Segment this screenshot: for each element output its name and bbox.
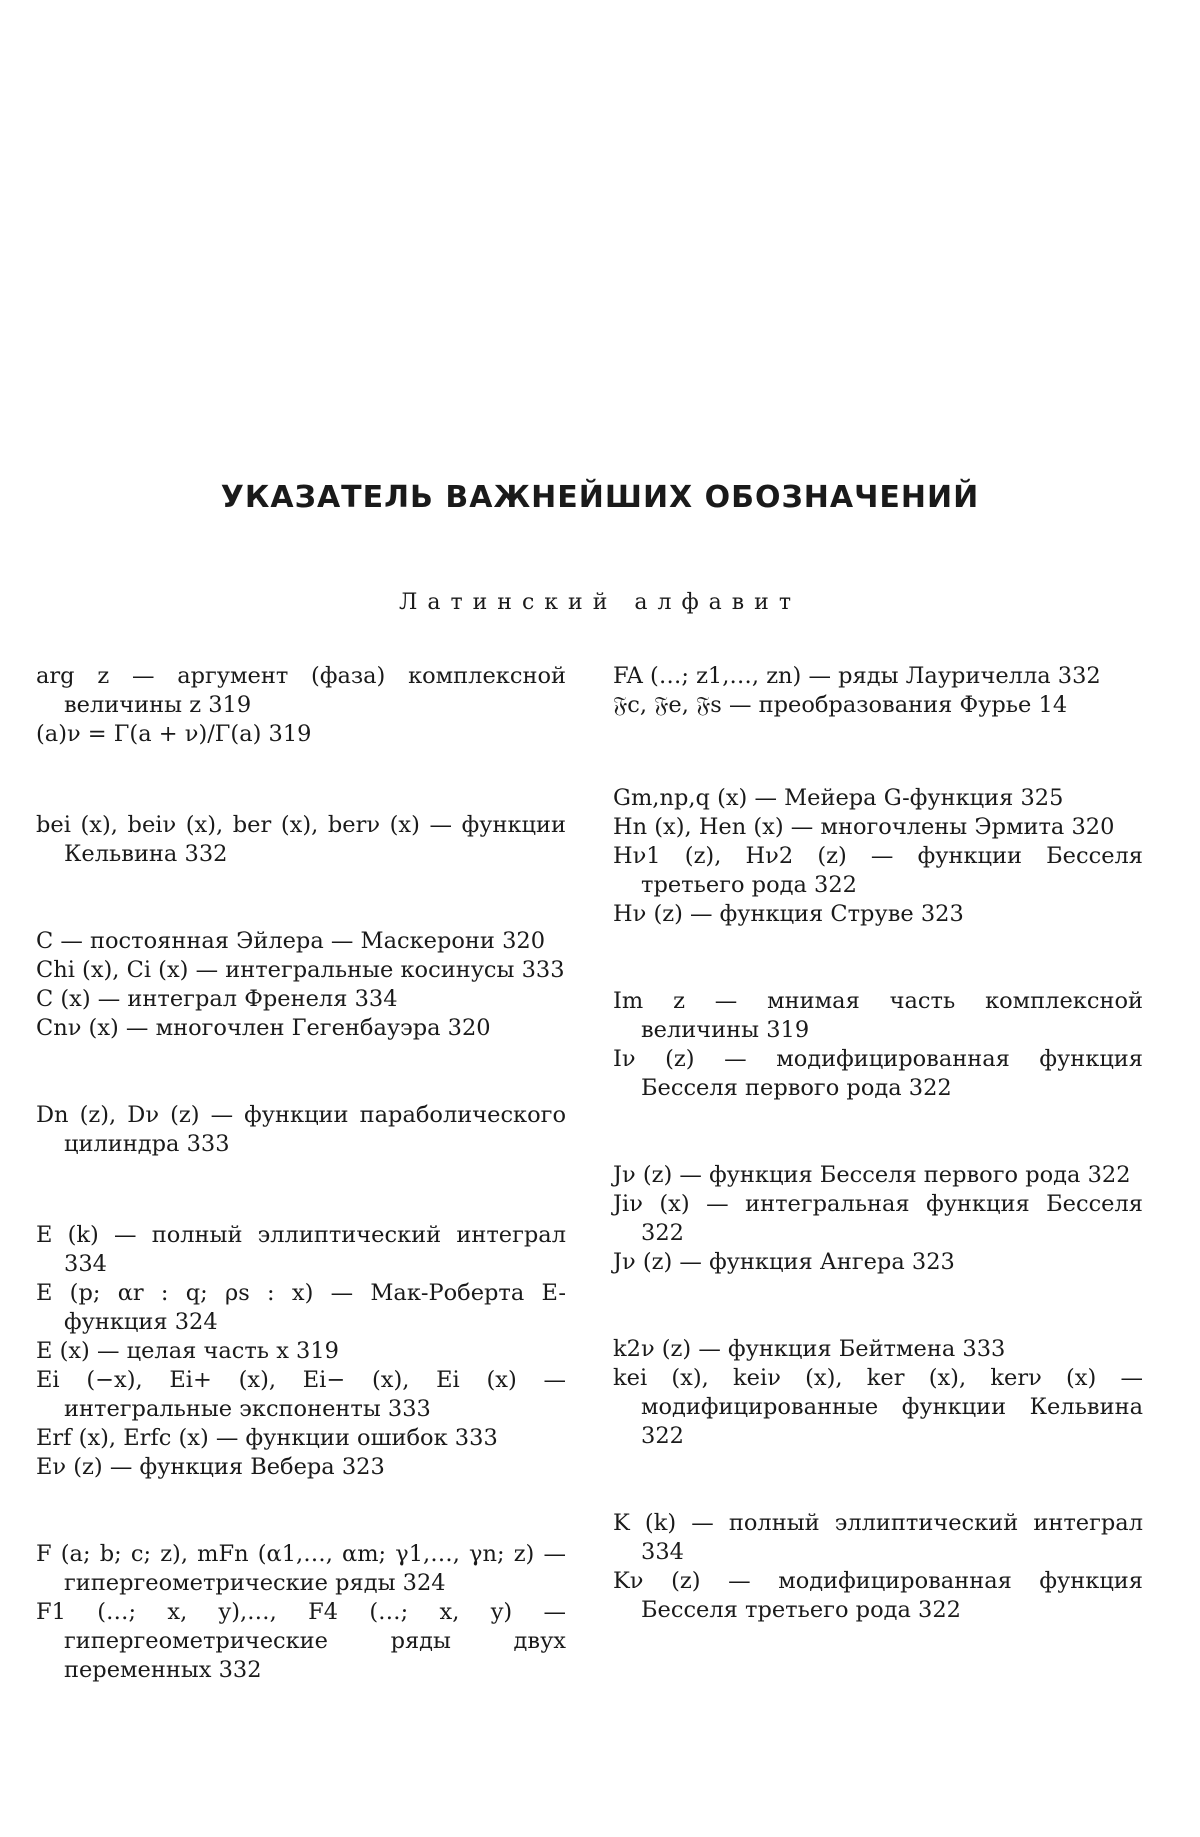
index-entry: 𝔉c, 𝔉e, 𝔉s — преобразования Фурье 14 (613, 692, 1068, 718)
entry-group (613, 1509, 1143, 1625)
index-entry: Gm,np,q (x) — Мейера G-функция 325 (613, 785, 1064, 811)
index-entry: Hn (x), Hen (x) — многочлены Эрмита 320 (613, 814, 1115, 840)
entry-group (36, 1221, 566, 1482)
index-entry: Erf (x), Erfc (x) — функции ошибок 333 (36, 1425, 498, 1451)
index-entry: Hν1 (z), Hν2 (z) — функции Бесселя третьего рода 322 (613, 843, 1143, 898)
index-entry: Jν (z) — функция Бесселя первого рода 322 (613, 1162, 1131, 1188)
index-entry: E (k) — полный эллиптический интеграл 334 (36, 1222, 566, 1277)
index-entry: C (x) — интеграл Френеля 334 (36, 986, 398, 1012)
index-entry: Ei (−x), Ei+ (x), Ei− (x), Ei (x) — интегральные экспоненты 333 (36, 1367, 566, 1422)
entry-group (36, 811, 566, 869)
section-heading: Латинский алфавит (398, 590, 801, 615)
index-entry: C — постоянная Эйлера — Маскерони 320 (36, 928, 546, 954)
index-entry: Eν (z) — функция Вебера 323 (36, 1454, 385, 1480)
index-entry: Hν (z) — функция Струве 323 (613, 901, 964, 927)
index-entry: K (k) — полный эллиптический интеграл 334 (613, 1510, 1143, 1565)
entry-group (613, 1161, 1143, 1277)
entry-group (613, 1335, 1143, 1451)
index-entry: F (a; b; c; z), mFn (α1,…, αm; γ1,…, γn; z) — гипергеометрические ряды 324 (36, 1541, 566, 1596)
entry-group (36, 1540, 566, 1685)
index-entry: Dn (z), Dν (z) — функции параболического цилиндра 333 (36, 1102, 566, 1157)
index-entry: E (p; αr : q; ρs : x) — Мак-Роберта E-функция 324 (36, 1280, 566, 1335)
left-column (36, 662, 566, 1685)
index-entry: Jiν (x) — интегральная функция Бесселя 322 (613, 1191, 1143, 1246)
index-entry: k2ν (z) — функция Бейтмена 333 (613, 1336, 1006, 1362)
right-column (613, 662, 1143, 1625)
index-entry: kei (x), keiν (x), ker (x), kerν (x) — модифицированные функции Кельвина 322 (613, 1365, 1143, 1449)
index-entry: Kν (z) — модифицированная функция Бесселя третьего рода 322 (613, 1568, 1143, 1623)
index-entry: Im z — мнимая часть комплексной величины 319 (613, 988, 1143, 1043)
index-entry: (a)ν = Γ(a + ν)/Γ(a) 319 (36, 721, 312, 747)
page-title: УКАЗАТЕЛЬ ВАЖНЕЙШИХ ОБОЗНАЧЕНИЙ (220, 480, 980, 515)
entry-group (613, 662, 1143, 720)
entry-group (36, 927, 566, 1043)
index-entry: Cnν (x) — многочлен Гегенбауэра 320 (36, 1015, 491, 1041)
index-entry: Chi (x), Ci (x) — интегральные косинусы 333 (36, 957, 565, 983)
index-entry: bei (x), beiν (x), ber (x), berν (x) — функции Кельвина 332 (36, 812, 566, 867)
index-entry: Jν (z) — функция Ангера 323 (613, 1249, 955, 1275)
entry-group (36, 1101, 566, 1159)
index-entry: FA (…; z1,…, zn) — ряды Лауричелла 332 (613, 663, 1101, 689)
entry-group (36, 662, 566, 749)
entry-group (613, 987, 1143, 1103)
index-entry: F1 (…; x, y),…, F4 (…; x, y) — гипергеометрические ряды двух переменных 332 (36, 1599, 566, 1683)
entry-group (613, 784, 1143, 929)
index-entry: Iν (z) — модифицированная функция Бесселя первого рода 322 (613, 1046, 1143, 1101)
index-entry: E (x) — целая часть x 319 (36, 1338, 339, 1364)
index-entry: arg z — аргумент (фаза) комплексной величины z 319 (36, 663, 566, 718)
